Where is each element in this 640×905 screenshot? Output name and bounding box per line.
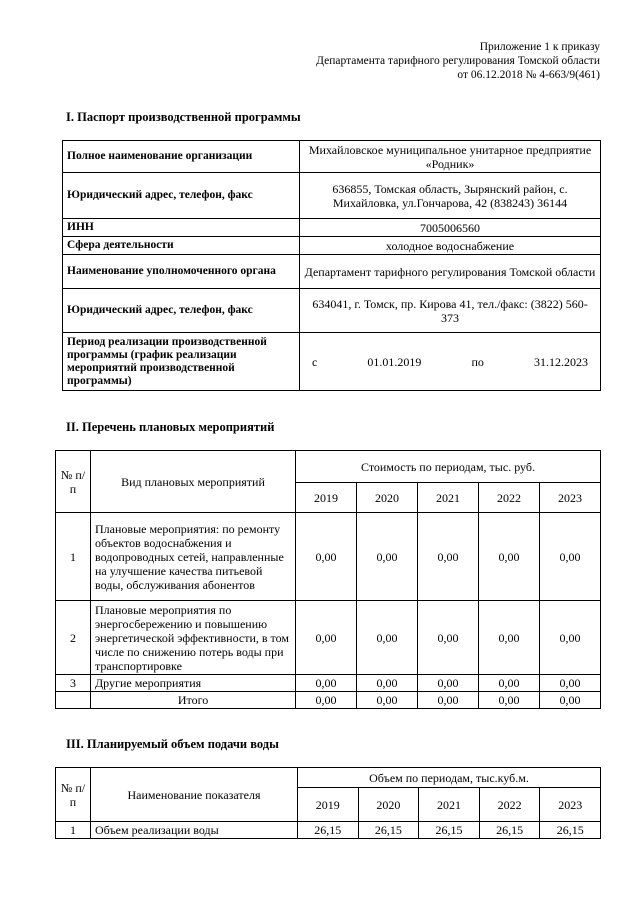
row-num: 2 bbox=[56, 601, 91, 675]
cell-value: 26,15 bbox=[358, 822, 419, 839]
year-header: 2019 bbox=[296, 483, 357, 513]
table-row bbox=[63, 173, 601, 219]
field-value: 636855, Томская область, Зырянский район, с. Михайловка, ул.Гончарова, 42 (838243) 36144 bbox=[300, 173, 601, 219]
field-value: 634041, г. Томск, пр. Кирова 41, тел./факс: (3822) 560-373 bbox=[300, 289, 601, 333]
total-label: Итого bbox=[91, 692, 296, 709]
section-1-title: I. Паспорт производственной программы bbox=[66, 110, 301, 124]
table-row bbox=[56, 822, 601, 839]
field-label: Полное наименование организации bbox=[63, 141, 300, 173]
table-row bbox=[56, 513, 601, 601]
period-to: 31.12.2023 bbox=[533, 354, 588, 369]
row-name: Другие мероприятия bbox=[91, 675, 296, 692]
section-3-title: III. Планируемый объем подачи воды bbox=[66, 737, 279, 751]
total-row bbox=[56, 692, 601, 709]
row-num: 3 bbox=[56, 675, 91, 692]
field-value: 7005006560 bbox=[300, 219, 601, 237]
field-value: Департамент тарифного регулирования Томской области bbox=[300, 255, 601, 289]
field-value: Михайловское муниципальное унитарное предприятие «Родник» bbox=[300, 141, 601, 173]
col-name-header: Вид плановых мероприятий bbox=[91, 451, 296, 513]
col-cost-header: Стоимость по периодам, тыс. руб. bbox=[296, 451, 601, 483]
period-value bbox=[300, 333, 601, 391]
cell-value: 0,00 bbox=[296, 601, 357, 675]
header-line-3: от 06.12.2018 № 4-663/9(461) bbox=[457, 69, 600, 81]
table-row bbox=[63, 333, 601, 391]
year-header: 2021 bbox=[419, 788, 480, 822]
measures-table bbox=[55, 450, 601, 709]
col-num-header: № п/п bbox=[56, 451, 91, 513]
table-row bbox=[56, 601, 601, 675]
cell-value: 0,00 bbox=[356, 675, 417, 692]
table-header-row bbox=[56, 451, 601, 483]
cell-value: 0,00 bbox=[478, 601, 539, 675]
field-label: Юридический адрес, телефон, факс bbox=[63, 173, 300, 219]
cell-value: 0,00 bbox=[417, 513, 478, 601]
col-name-header: Наименование показателя bbox=[91, 768, 298, 822]
cell-value: 26,15 bbox=[298, 822, 359, 839]
year-header: 2020 bbox=[358, 788, 419, 822]
cell-value: 0,00 bbox=[296, 675, 357, 692]
cell-value: 26,15 bbox=[479, 822, 540, 839]
cell-value: 0,00 bbox=[356, 513, 417, 601]
section-2-title: II. Перечень плановых мероприятий bbox=[66, 420, 275, 434]
year-header: 2022 bbox=[478, 483, 539, 513]
document-header bbox=[316, 40, 600, 82]
year-header: 2020 bbox=[356, 483, 417, 513]
col-volume-header: Объем по периодам, тыс.куб.м. bbox=[298, 768, 601, 788]
field-label: ИНН bbox=[63, 219, 300, 237]
year-header: 2023 bbox=[539, 483, 600, 513]
table-row bbox=[56, 675, 601, 692]
table-row bbox=[63, 237, 601, 255]
row-num: 1 bbox=[56, 822, 91, 839]
cell-value: 0,00 bbox=[478, 675, 539, 692]
cell-value: 0,00 bbox=[296, 513, 357, 601]
year-header: 2019 bbox=[298, 788, 359, 822]
row-name: Объем реализации воды bbox=[91, 822, 298, 839]
period-to-label: по bbox=[471, 354, 484, 369]
header-line-2: Департамента тарифного регулирования Томской области bbox=[316, 55, 600, 67]
table-row bbox=[63, 141, 601, 173]
field-label: Период реализации производственной программы (график реализации мероприятий производственной программы) bbox=[63, 333, 300, 391]
table-row bbox=[63, 219, 601, 237]
total-value: 0,00 bbox=[478, 692, 539, 709]
cell-value: 0,00 bbox=[478, 513, 539, 601]
header-line-1: Приложение 1 к приказу bbox=[479, 41, 600, 53]
table-row bbox=[63, 289, 601, 333]
cell-value: 26,15 bbox=[540, 822, 601, 839]
year-header: 2022 bbox=[479, 788, 540, 822]
field-label: Юридический адрес, телефон, факс bbox=[63, 289, 300, 333]
row-num: 1 bbox=[56, 513, 91, 601]
year-header: 2023 bbox=[540, 788, 601, 822]
col-num-header: № п/п bbox=[56, 768, 91, 822]
field-label: Наименование уполномоченного органа bbox=[63, 255, 300, 289]
cell-value: 0,00 bbox=[356, 601, 417, 675]
cell-value: 0,00 bbox=[417, 601, 478, 675]
cell-value: 0,00 bbox=[539, 601, 600, 675]
year-header: 2021 bbox=[417, 483, 478, 513]
field-label: Сфера деятельности bbox=[63, 237, 300, 255]
cell-value: 26,15 bbox=[419, 822, 480, 839]
total-value: 0,00 bbox=[417, 692, 478, 709]
period-from-label: с bbox=[312, 354, 318, 369]
passport-table bbox=[62, 140, 601, 391]
period-from: 01.01.2019 bbox=[367, 354, 422, 369]
table-row bbox=[63, 255, 601, 289]
cell-value: 0,00 bbox=[539, 675, 600, 692]
row-name: Плановые мероприятия: по ремонту объектов водоснабжения и водопроводных сетей, направленные на улучшение качества питьевой воды, обслуживания абонентов bbox=[91, 513, 296, 601]
water-volume-table bbox=[55, 767, 601, 839]
total-value: 0,00 bbox=[296, 692, 357, 709]
field-value: холодное водоснабжение bbox=[300, 237, 601, 255]
total-value: 0,00 bbox=[356, 692, 417, 709]
table-header-row bbox=[56, 768, 601, 788]
cell-value: 0,00 bbox=[539, 513, 600, 601]
cell-value: 0,00 bbox=[417, 675, 478, 692]
row-name: Плановые мероприятия по энергосбережению и повышению энергетической эффективности, в том числе по снижению потерь воды при транспортировке bbox=[91, 601, 296, 675]
total-value: 0,00 bbox=[539, 692, 600, 709]
